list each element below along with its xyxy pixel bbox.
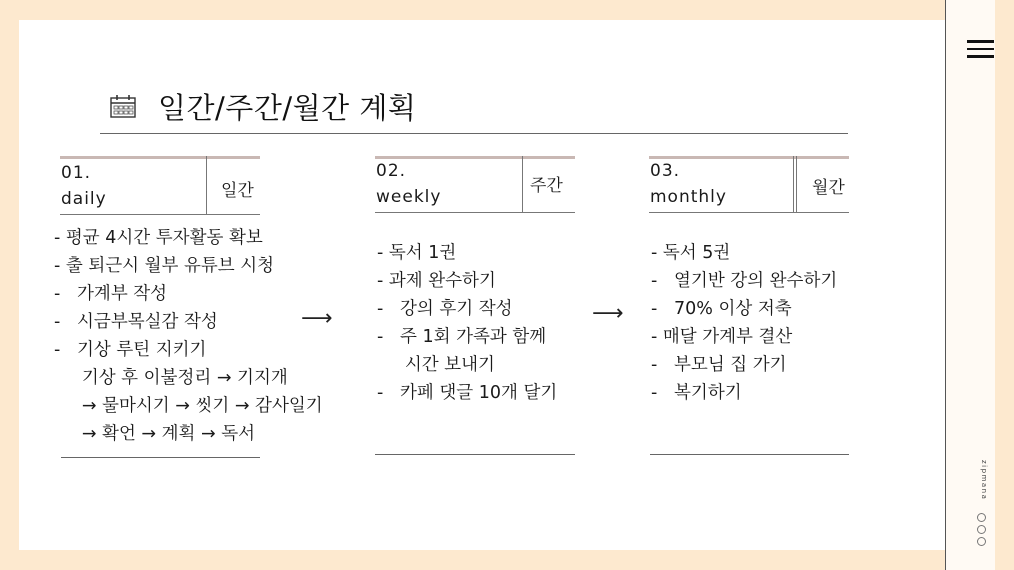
- calendar-icon: [110, 94, 136, 118]
- list-item: - 70% 이상 저축: [651, 299, 792, 319]
- column-english-label: weekly: [376, 187, 442, 207]
- page-title: 일간/주간/월간 계획: [158, 90, 417, 125]
- column-korean-label: 일간: [221, 181, 254, 201]
- pagination-dots: [977, 513, 986, 549]
- column-daily: [54, 156, 323, 461]
- list-item: - 독서 1권: [377, 243, 457, 263]
- list-item: - 독서 5권: [651, 243, 731, 263]
- column-korean-label: 주간: [530, 176, 563, 196]
- brand-label: zipmana: [980, 460, 988, 501]
- list-item: 시간 보내기: [377, 355, 495, 375]
- monthly-item-list: [651, 239, 837, 407]
- list-item: - 열기반 강의 완수하기: [651, 271, 838, 291]
- list-item: - 카페 댓글 10개 달기: [377, 383, 558, 403]
- title-area: [110, 86, 416, 126]
- column-korean-label: 월간: [812, 178, 845, 198]
- page-dot[interactable]: [977, 525, 986, 534]
- arrow-weekly-to-monthly: ⟶: [592, 301, 624, 326]
- list-item: → 물마시기 → 씻기 → 감사일기: [54, 396, 323, 416]
- title-divider: [100, 133, 848, 134]
- list-item: 기상 후 이불정리 → 기지개: [54, 368, 288, 388]
- page-dot[interactable]: [977, 537, 986, 546]
- weekly-item-list: [377, 239, 557, 407]
- list-item: - 과제 완수하기: [377, 271, 496, 291]
- header-divider: [522, 156, 523, 212]
- column-bottom-rule: [375, 454, 575, 455]
- menu-icon[interactable]: [967, 40, 994, 58]
- column-english-label: daily: [61, 189, 107, 209]
- list-item: → 확언 → 계획 → 독서: [54, 424, 256, 444]
- list-item: - 강의 후기 작성: [377, 299, 513, 319]
- column-number: 03.: [650, 161, 681, 181]
- header-divider: [793, 156, 794, 212]
- header-divider: [206, 156, 207, 214]
- column-number: 01.: [61, 163, 92, 183]
- column-monthly: [649, 156, 849, 461]
- column-bottom-rule: [61, 457, 260, 458]
- list-item: - 주 1회 가족과 함께: [377, 327, 547, 347]
- arrow-daily-to-weekly: ⟶: [301, 306, 333, 331]
- list-item: - 평균 4시간 투자활동 확보: [54, 228, 263, 248]
- list-item: - 부모님 집 가기: [651, 355, 787, 375]
- list-item: - 기상 루틴 지키기: [54, 340, 207, 360]
- page-dot[interactable]: [977, 513, 986, 522]
- list-item: - 매달 가계부 결산: [651, 327, 793, 347]
- column-weekly: [375, 156, 575, 461]
- column-bottom-rule: [650, 454, 849, 455]
- list-item: - 복기하기: [651, 383, 742, 403]
- list-item: - 출 퇴근시 월부 유튜브 시청: [54, 256, 275, 276]
- daily-item-list: [54, 224, 323, 448]
- column-english-label: monthly: [650, 187, 727, 207]
- header-divider: [796, 156, 797, 212]
- list-item: - 시금부목실감 작성: [54, 312, 218, 332]
- column-number: 02.: [376, 161, 407, 181]
- list-item: - 가계부 작성: [54, 284, 168, 304]
